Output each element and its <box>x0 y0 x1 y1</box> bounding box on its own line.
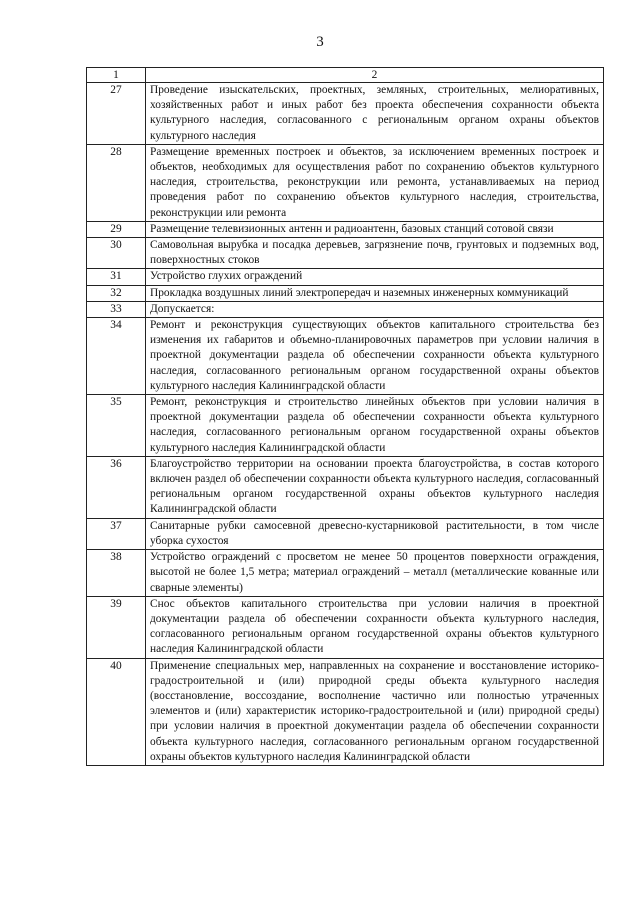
table-row <box>87 144 604 221</box>
table-row <box>87 518 604 549</box>
row-text: Благоустройство территории на основании проекта благоустройства, в состав которого включен раздел об обеспечении сохранности объекта культурного наследия, согласованный региональным органом государственной охраны объектов культурного наследия Калининградской области <box>146 456 604 518</box>
page-number: 3 <box>316 34 324 50</box>
row-number: 35 <box>87 395 146 457</box>
table-row <box>87 238 604 269</box>
row-text: Ремонт, реконструкция и строительство линейных объектов при условии наличия в проектной документации раздела об обеспечении сохранности объекта культурного наследия, согласованного региональным органом государственной охраны объектов культурного наследия Калининградской области <box>146 395 604 457</box>
row-number: 28 <box>87 144 146 221</box>
table-row <box>87 395 604 457</box>
table-row <box>87 318 604 395</box>
table-row <box>87 658 604 765</box>
row-number: 30 <box>87 238 146 269</box>
row-number: 29 <box>87 221 146 237</box>
row-number: 39 <box>87 596 146 658</box>
table-row <box>87 285 604 301</box>
row-text: Проведение изыскательских, проектных, земляных, строительных, мелиоративных, хозяйственных работ и иных работ без проекта обеспечения сохранности объекта культурного наследия, согласованного с региональным органом охраны объектов культурного наследия <box>146 83 604 145</box>
table-row <box>87 550 604 597</box>
row-text: Устройство глухих ограждений <box>146 269 604 285</box>
table-row <box>87 301 604 317</box>
table-row <box>87 596 604 658</box>
row-text: Применение специальных мер, направленных на сохранение и восстановление историко-градостроительной и (или) природной среды объекта культурного наследия (восстановление, воссоздание, восполнение частично или полностью утраченных элементов и (или) характеристик историко-градостроительной и (или) природной среды) при условии наличия в проектной документации раздела об обеспечении сохранности объекта культурного наследия, согласованного региональным органом государственной охраны объектов культурного наследия Калининградской области <box>146 658 604 765</box>
row-number: 40 <box>87 658 146 765</box>
row-number: 31 <box>87 269 146 285</box>
row-text: Допускается: <box>146 301 604 317</box>
table-row <box>87 456 604 518</box>
row-text: Снос объектов капитального строительства при условии наличия в проектной документации раздела об обеспечении сохранности объекта культурного наследия, согласованного региональным органом государственной охраны объектов культурного наследия Калининградской области <box>146 596 604 658</box>
row-text: Устройство ограждений с просветом не менее 50 процентов поверхности ограждения, высотой не более 1,5 метра; материал ограждений – металл (металлические кованные или сварные элементы) <box>146 550 604 597</box>
row-text: Прокладка воздушных линий электропередач и наземных инженерных коммуникаций <box>146 285 604 301</box>
row-text: Санитарные рубки самосевной древесно-кустарниковой растительности, в том числе уборка сухостоя <box>146 518 604 549</box>
requirements-table <box>86 67 604 766</box>
row-number: 37 <box>87 518 146 549</box>
table-row <box>87 269 604 285</box>
header-col-number: 1 <box>87 68 146 83</box>
header-col-text: 2 <box>146 68 604 83</box>
table-header-row <box>87 68 604 83</box>
row-text: Размещение временных построек и объектов, за исключением временных построек и объектов, необходимых для осуществления работ по сохранению объектов культурного наследия, строительства, реконструкции или ремонта, устанавливаемых на период проведения работ по сохранению объектов культурного наследия, строительства, реконструкции или ремонта <box>146 144 604 221</box>
table-row <box>87 221 604 237</box>
table-row <box>87 83 604 145</box>
row-number: 32 <box>87 285 146 301</box>
row-number: 38 <box>87 550 146 597</box>
row-number: 27 <box>87 83 146 145</box>
row-text: Самовольная вырубка и посадка деревьев, загрязнение почв, грунтовых и подземных вод, поверхностных стоков <box>146 238 604 269</box>
row-number: 36 <box>87 456 146 518</box>
row-number: 34 <box>87 318 146 395</box>
row-text: Ремонт и реконструкция существующих объектов капитального строительства без изменения их габаритов и объемно-планировочных параметров при условии наличия в проектной документации раздела об обеспечении сохранности объекта культурного наследия, согласованного региональным органом государственной охраны объектов культурного наследия Калининградской области <box>146 318 604 395</box>
row-text: Размещение телевизионных антенн и радиоантенн, базовых станций сотовой связи <box>146 221 604 237</box>
row-number: 33 <box>87 301 146 317</box>
